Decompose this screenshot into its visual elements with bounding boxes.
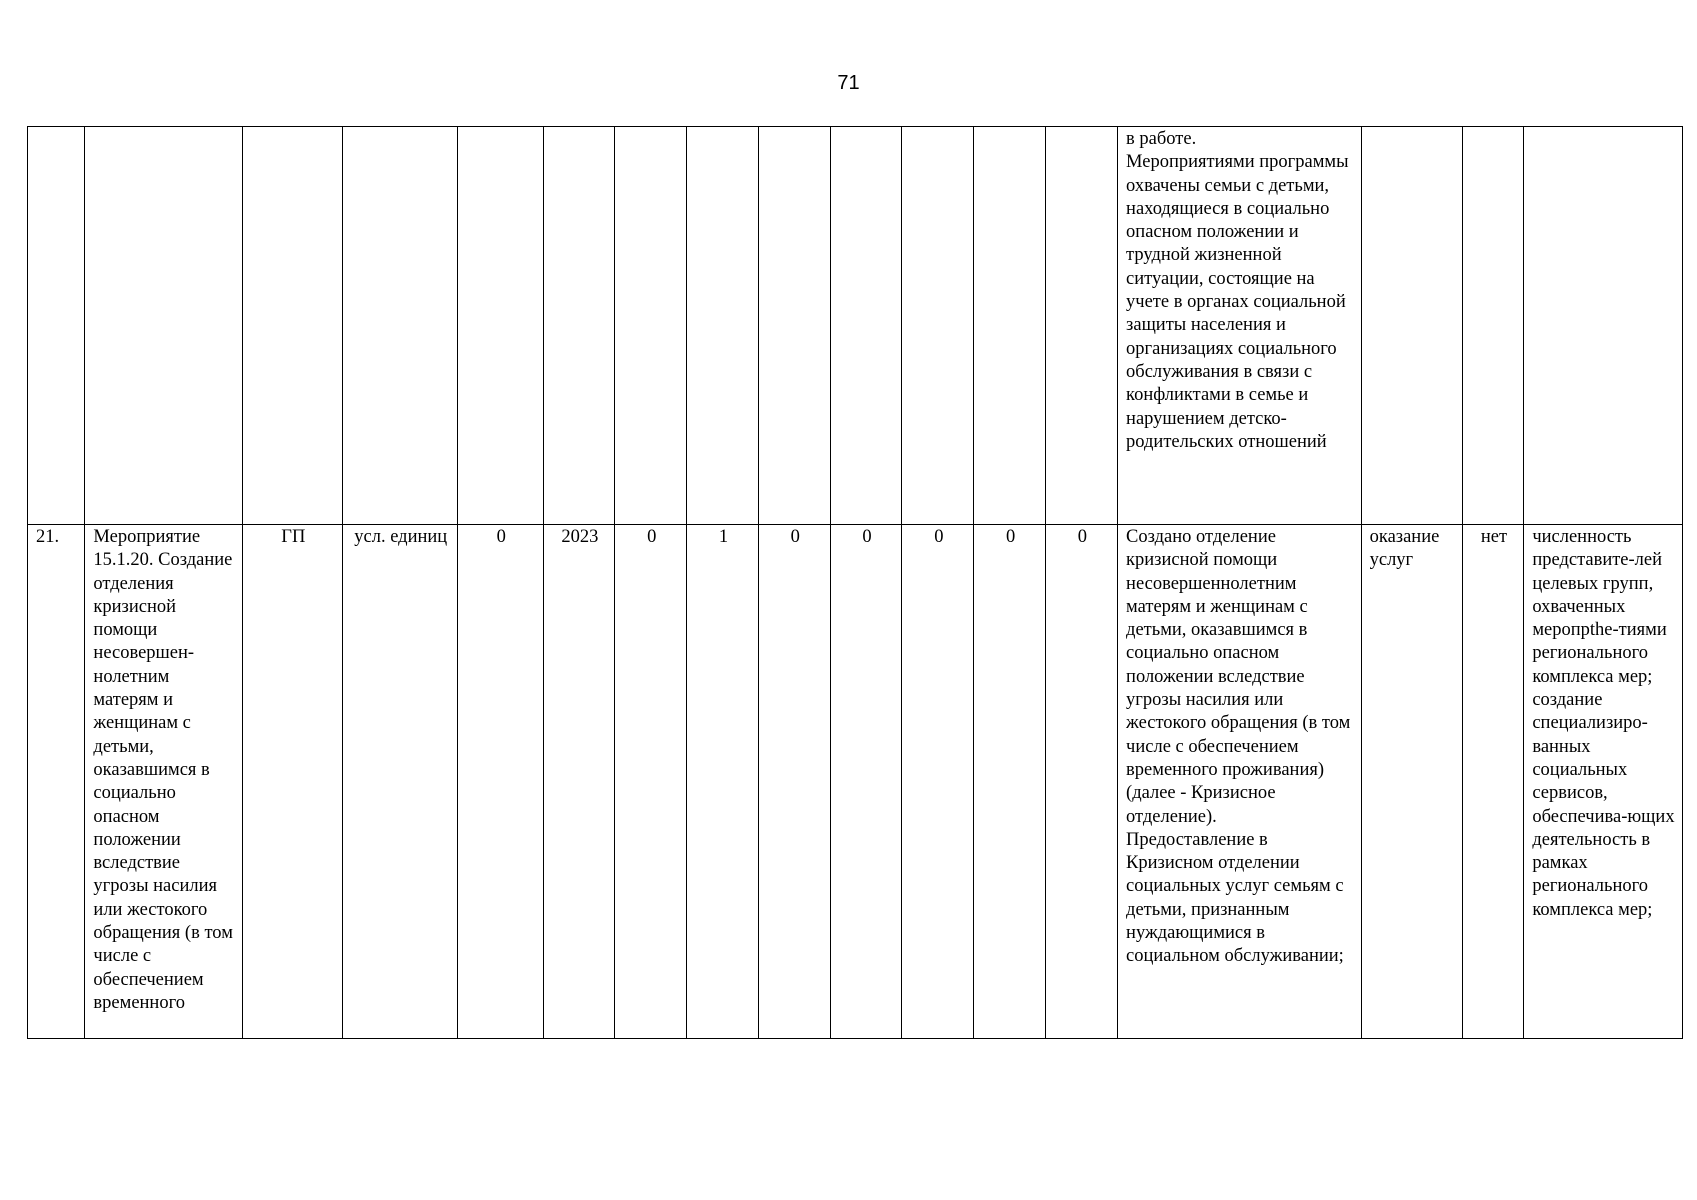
cell-executor: ГП xyxy=(242,525,342,1039)
cell-name: Мероприятие 15.1.20. Создание отделения кризисной помощи несовершен-нолетним матерям и женщинам с детьми, оказавшимся в социально опасном положении вследствие угрозы насилия или жестокого обращения (в том числе с обеспечением временного xyxy=(85,525,242,1039)
cell-unit: усл. единиц xyxy=(342,525,457,1039)
cell-value-7: 0 xyxy=(1045,525,1117,1039)
cell-flag: нет xyxy=(1462,525,1524,1039)
cell-result: Создано отделение кризисной помощи несовершеннолетним матерям и женщинам с детьми, оказавшимся в социально опасном положении вследствие угрозы насилия или жестокого обращения (в том числе с обеспечением временного проживания) (далее - Кризисное отделение). Предоставление в Кризисном отделении социальных услуг семьям с детьми, признанным нуждающимися в социальном обслуживании; xyxy=(1118,525,1362,1039)
cell-executor xyxy=(242,127,342,525)
cell-base-value xyxy=(457,127,543,525)
cell-year xyxy=(543,127,614,525)
cell-indicator xyxy=(1524,127,1683,525)
cell-value-2 xyxy=(687,127,758,525)
cell-name xyxy=(85,127,242,525)
cell-value-3: 0 xyxy=(758,525,830,1039)
cell-unit xyxy=(342,127,457,525)
cell-value-4 xyxy=(830,127,901,525)
cell-flag xyxy=(1462,127,1524,525)
cell-value-5 xyxy=(902,127,974,525)
page-number: 71 xyxy=(837,72,860,94)
measures-table xyxy=(27,126,1683,1039)
cell-value-5: 0 xyxy=(902,525,974,1039)
cell-type xyxy=(1361,127,1462,525)
cell-value-6 xyxy=(974,127,1045,525)
cell-result: в работе. Мероприятиями программы охвачены семьи с детьми, находящиеся в социально опасном положении и трудной жизненной ситуации, состоящие на учете в органах социальной защиты населения и организациях социального обслуживания в связи с конфликтами в семье и нарушением детско-родительских отношений xyxy=(1118,127,1362,525)
cell-year: 2023 xyxy=(543,525,614,1039)
cell-number: 21. xyxy=(28,525,85,1039)
cell-value-6: 0 xyxy=(974,525,1045,1039)
cell-value-2: 1 xyxy=(687,525,758,1039)
cell-value-3 xyxy=(758,127,830,525)
cell-indicator: численность представите-лей целевых групп, охваченных меропрthe-тиями регионального комплекса мер; создание специализиро-ванных социальных сервисов, обеспечива-ющих деятельность в рамках регионального комплекса мер; xyxy=(1524,525,1683,1039)
cell-type: оказание услуг xyxy=(1361,525,1462,1039)
table-row-continuation xyxy=(28,127,1683,525)
cell-value-7 xyxy=(1045,127,1117,525)
table-row xyxy=(28,525,1683,1039)
cell-number xyxy=(28,127,85,525)
cell-base-value: 0 xyxy=(457,525,543,1039)
cell-value-1: 0 xyxy=(615,525,687,1039)
cell-value-1 xyxy=(615,127,687,525)
cell-value-4: 0 xyxy=(830,525,901,1039)
